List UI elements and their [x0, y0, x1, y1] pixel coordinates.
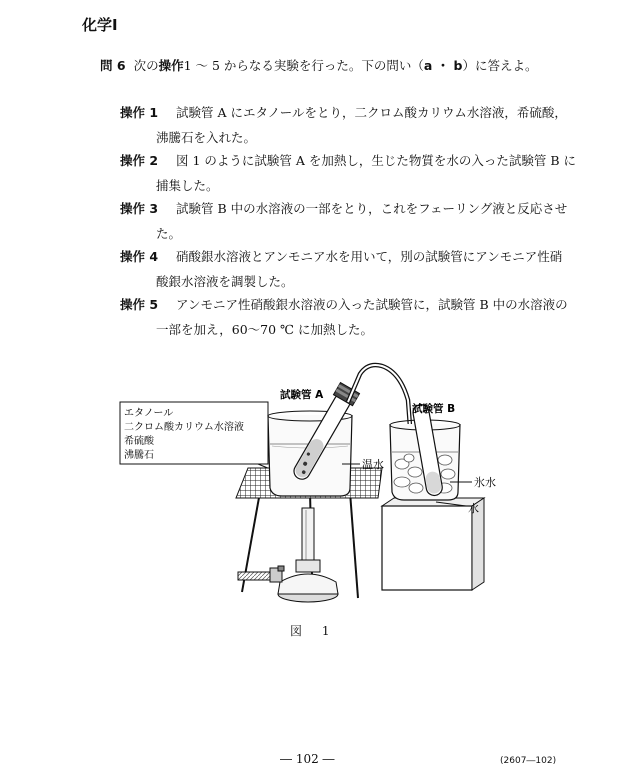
apparatus-figure: [110, 360, 510, 615]
operation-label: 操作 5: [120, 297, 159, 312]
reagent-line: 沸騰石: [124, 450, 154, 461]
label-tube-b: 試験管 B: [412, 403, 456, 415]
label-ice-water: 氷水: [474, 476, 496, 489]
operation-2: [120, 148, 577, 198]
operation-line: アンモニア性硝酸銀水溶液の入った試験管に，試験管 B 中の水溶液の: [176, 297, 568, 312]
intro-after: 1 ～ 5 からなる実験を行った。下の問い（: [183, 58, 424, 73]
page-number: ― 102 ―: [280, 752, 335, 766]
operation-label: 操作 1: [120, 105, 159, 120]
reagent-box: [120, 402, 268, 464]
reagent-line: 希硫酸: [124, 436, 154, 447]
intro-before: 次の: [133, 58, 159, 73]
operation-line: 図 1 のように試験管 A を加熱し，生じた物質を水の入った試験管 B に: [176, 153, 577, 168]
gas-burner: [238, 508, 338, 602]
operation-3: [120, 196, 568, 246]
question-number: 問 6: [100, 58, 126, 73]
operation-1: [120, 100, 567, 150]
operation-line: 酸銀水溶液を調製した。: [156, 274, 294, 289]
operation-5: [120, 292, 568, 342]
operation-label: 操作 3: [120, 201, 159, 216]
subject-title: 化学Ⅰ: [82, 16, 118, 34]
operation-line: 捕集した。: [156, 178, 219, 193]
operation-line: 沸騰石を入れた。: [156, 130, 257, 145]
operation-4: [120, 244, 563, 294]
intro-ab: a ・ b: [423, 58, 463, 73]
intro-end: ）に答えよ。: [462, 58, 538, 73]
reagent-line: エタノール: [124, 408, 174, 419]
operation-line: 硝酸銀水溶液とアンモニア水を用いて，別の試験管にアンモニア性硝: [176, 249, 563, 264]
figure-caption: 図 1: [290, 624, 338, 638]
label-warm-water: 温水: [362, 458, 384, 471]
label-water: 水: [468, 502, 479, 515]
intro-bold: 操作: [158, 58, 184, 73]
label-tube-a: 試験管 A: [280, 389, 324, 401]
operation-label: 操作 2: [120, 153, 159, 168]
operation-line: 試験管 B 中の水溶液の一部をとり，これをフェーリング液と反応させ: [176, 201, 568, 216]
document-code: (2607―102): [500, 756, 557, 766]
operation-line: 試験管 A にエタノールをとり，二クロム酸カリウム水溶液，希硫酸，: [176, 105, 567, 120]
operation-line: た。: [156, 226, 182, 241]
reagent-line: 二クロム酸カリウム水溶液: [124, 422, 244, 433]
operation-label: 操作 4: [120, 249, 159, 264]
operation-line: 一部を加え，60～70 ℃ に加熱した。: [156, 322, 373, 337]
question-header: [100, 56, 538, 74]
